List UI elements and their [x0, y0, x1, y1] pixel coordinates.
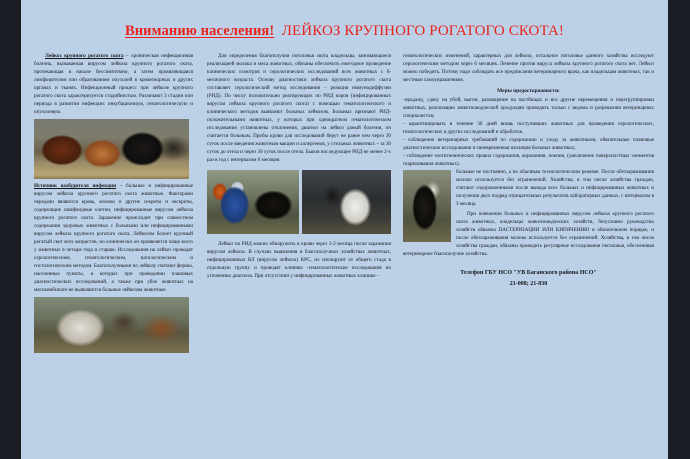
title-main: ЛЕЙКОЗ КРУПНОГО РОГАТОГО СКОТА! [281, 23, 565, 39]
photo-cattle-in-shed-image [403, 170, 451, 242]
paragraph-treatment: гематологических изменений, характерных для лейкоза, остальное поголовье данного хозяйства исследуют серологическим методом через 6 месяцев. Лечение против вируса лейкоза крупного рогатого скота нет. Лейкоз можно победить. Потому надо соблюдать все предписания ветеринарного врача, как владельцам животных, так и местным самоуправлениям. [403, 53, 654, 83]
lead-definition: Лейкоз крупного рогатого скота [45, 53, 124, 59]
photo-veterinarian-sampling-image [207, 170, 299, 234]
contact-block [403, 268, 654, 290]
title-attention: Вниманию населения! [124, 23, 275, 39]
lead-source: Источник возбудителя инфекции [34, 183, 117, 189]
column-left [21, 52, 201, 356]
paragraph-definition [34, 52, 193, 116]
photo-calf-image [34, 297, 189, 353]
precaution-item-1: -продажу, сдачу на убой, выгон, размещение на пастбищах и все другие перемещения и перегруппировки животных, реализацию животноводческой продукции проводить только с ведома и разрешения ветеринарных специалистов; [403, 97, 654, 119]
photo-veterinarian-sampling [207, 170, 299, 234]
paragraph-owner-duties: При появлении больных и инфицированных вирусом лейкоза крупного рогатого скота животных, владельцы животноводческих хозяйств, безусловно руководство хозяйств обязаны ПАСТЕРИЗАЦИИ ИЛИ КИПЯЧЕНИЮ в обязательном порядке, и после обеззараживания молоко используется без ограничений. Хозяйства, в том числе хозяйства граждан, обязаны проводить регулярные исследования поголовья, обеспечивая ветеринарное благополучие хозяйства. [403, 211, 654, 257]
paragraph-source [34, 182, 193, 294]
precaution-item-4: - соблюдение зоогигиенических правил содержания, кормления, поения, (увеличение поверхностных элементов скармливания животных). [403, 153, 654, 167]
poster-title-bar [21, 22, 668, 40]
paragraph-source-text: – больные и инфицированные вирусом лейкоза крупного рогатого скота животные. Факторами передачи являются кровь, молоко и другие секреты и экскреты, содержащие лимфоидные клетки, инфицированные вирусом лейкоза крупного рогатого скота. Заражение происходит при совместном содержании здоровых животных с больными или инфицированными вирусом лейкоза крупного рогатого скота. Лейкозом болеет крупный рогатый скот всех возрастов, но клинически он проявляется чаще всего у животных в четыре года и старше. Исследования на лейкоз проводят серологическим, гематологическим, патологическим и гистологическим методом. Благополучными по лейкозу считают фермы, населенные пункты, в которых при проведении плановых диагностических исследований, а также при убое животных на мясокомбинате не выявляются больные лейкозом животные. [34, 183, 193, 293]
contact-organization: Телефон ГБУ НСО "УВ Баганского района НСО" [460, 270, 597, 276]
page-title [125, 23, 564, 40]
photo-cattle-in-shed [403, 170, 451, 242]
photo-cows-feeding-image [34, 119, 189, 179]
poster-page [21, 0, 668, 459]
paragraph-milk-handling: больные не постоянно, а по обычным технологическим режиме. После обеззараживания молоко используется без ограничений. Хозяйства, в том числе хозяйства граждан, считают оздоровленными после вывода всех больных и инфицированных животных и получения двух подряд отрицательных результатов лабораторных данных, с интервалом в 3 месяца. [456, 169, 654, 207]
column-middle [201, 52, 397, 282]
column-right [397, 52, 668, 290]
subheading-precautions: Меры предосторожности: [497, 88, 560, 94]
precaution-item-2: - карантинировать в течение 30 дней вновь поступивших животных для проведения серологических, гематологических и других исследований и обработок. [403, 121, 654, 135]
paragraph-rid-detection: Лейкоз по РИД можно обнаружить в крови через 1-2 месяца после заражения вирусом лейкоза. В случаях выявления в благополучных хозяйствах животных, инфицированных ВЛ (вирусом лейкоза) КРС, их изолируют от общего стада в отдельную группу и проводят клинико -гематологические исследования по уточнению диагноза. При отсутствии у инфицированных животных клинико - [207, 241, 391, 279]
photo-calf [34, 297, 189, 353]
photo-cow-head [302, 170, 391, 234]
photo-row-middle [207, 167, 391, 237]
contact-phone-numbers: 21-008; 21-830 [509, 281, 548, 287]
paragraph-diagnostics: Для определения благополучия поголовья скота владельцы, занимающиеся реализацией молока и мяса животных, обязаны обеспечить ежегодное проведение клинических осмотров и серологических исследований всех животных с 6-месячного возраста. Основу диагностики лейкоза крупного рогатого скота составляет серологический метод исследования – реакция иммунодиффузии (РИД). По числу положительно реагирующих по РИД коров (инфицированных вирусом лейкоза крупного рогатого скота) с помощью гематологического и клинического методов выявляют больных лейкозом. Больных признают РИД-положительными животных, у которых при однократном гематологическом исследовании установлены отклонения, диагноз на лейкоз даный болезни, он считается больным. Пробы крови для исследований берут не ранее чем через 30 суток после введения животным вакцин и аллергенов, у стельных животных – за 30 суток до отела и через 30 суток после отела. Быков последующее РИД не менее 2-х раз в год с интервалом 6 месяцев. [207, 53, 391, 163]
paragraph-definition-text: – хроническая инфекционная болезнь, вызываемая вирусом лейкоза крупного рогатого скота, протекающая в начале бессимптомно, а затем проявляющаяся лимфоцитозом или образованием опухолей в кроветворных и других органах и тканях. Инфекционный процесс при лейкозе крупного рогатого скота характеризуется стадийностью. Различают 3 стадии или периода в развитии инфекции: инкубационную, гематологическую и опухолевую. [34, 53, 193, 115]
photo-cows-feeding [34, 119, 189, 179]
precaution-item-3: - соблюдение ветеринарных требований по содержанию и уходу за животными, обязательные плановые диагностические исследования и своевременная изоляция больных животных; [403, 137, 654, 151]
photo-cow-head-image [302, 170, 391, 234]
poster-columns [21, 52, 668, 452]
